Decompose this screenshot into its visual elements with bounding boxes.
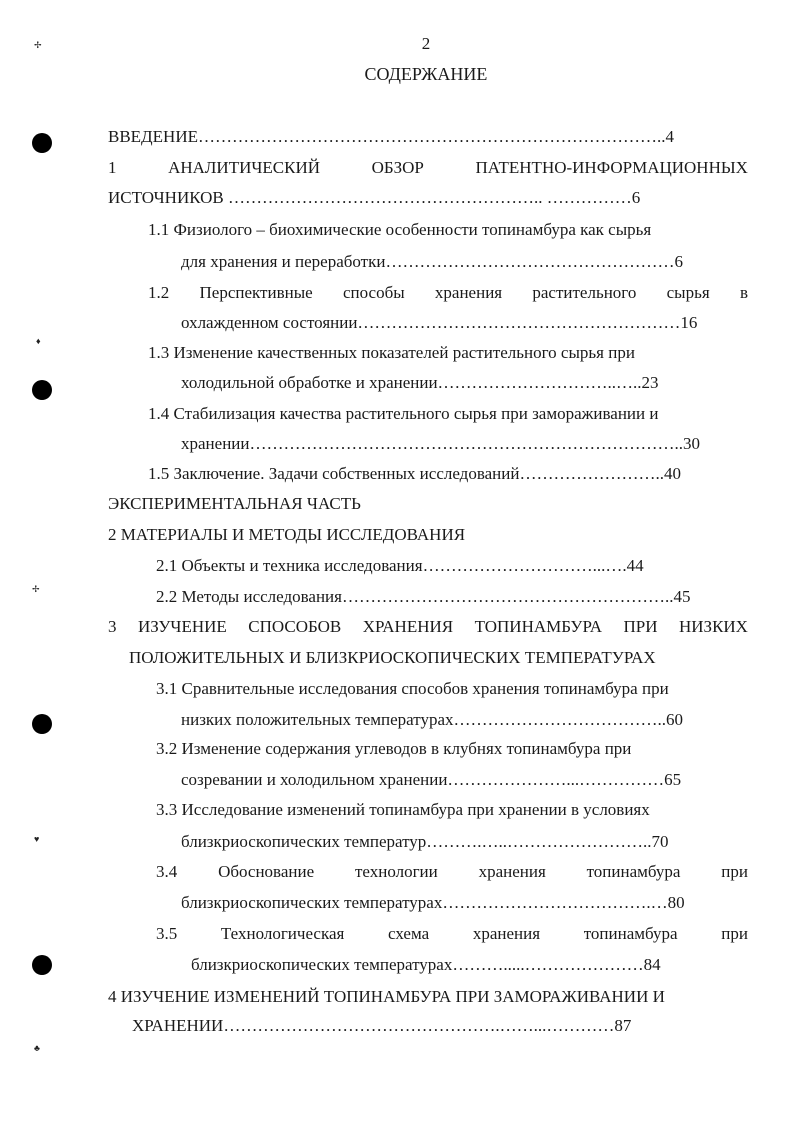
toc-section-1-1-line1[interactable]: 1.1 Физиолого – биохимические особенности топинамбура как сырья — [148, 220, 652, 239]
toc-section-2-1[interactable]: 2.1 Объекты и техника исследования…………………………...….44 — [156, 556, 644, 575]
scan-speck: ✢ — [32, 584, 40, 594]
page-number: 2 — [421, 34, 431, 53]
toc-section-3-5-line1[interactable] — [156, 923, 748, 945]
toc-chapter-4-line1[interactable]: 4 ИЗУЧЕНИЕ ИЗМЕНЕНИЙ ТОПИНАМБУРА ПРИ ЗАМОРАЖИВАНИИ И — [108, 987, 665, 1006]
toc-word: хранения — [478, 862, 546, 881]
toc-word: при — [721, 924, 748, 943]
toc-word: схема — [388, 924, 430, 943]
toc-word: Технологическая — [220, 924, 345, 943]
toc-section-1-4-line1[interactable]: 1.4 Стабилизация качества растительного сырья при замораживании и — [148, 404, 659, 423]
toc-word: технологии — [354, 862, 438, 881]
toc-word: топинамбура — [583, 924, 678, 943]
toc-section-1-1-line2[interactable]: для хранения и переработки……………………………………………6 — [181, 252, 683, 271]
toc-word: ХРАНЕНИЯ — [362, 617, 454, 636]
toc-section-3-4-line2[interactable]: близкриоскопических температурах……………………………….…80 — [181, 893, 685, 912]
scan-speck: ♥ — [34, 834, 40, 844]
toc-word: Перспективные — [199, 283, 313, 302]
scan-speck: ✢ — [34, 40, 42, 50]
toc-word: топинамбура — [586, 862, 681, 881]
toc-chapter-1-line2[interactable]: ИСТОЧНИКОВ ……………………………………………….. ……………6 — [108, 188, 641, 207]
toc-word: сырья — [666, 283, 710, 302]
scan-speck: ♣ — [34, 1043, 40, 1053]
toc-chapter-4-line2[interactable]: ХРАНЕНИИ………………………………………….……...…………87 — [132, 1016, 632, 1035]
toc-section-3-1-line2[interactable]: низких положительных температурах………………………………..60 — [181, 710, 684, 729]
toc-word: 1.2 — [148, 283, 170, 302]
toc-word: ОБЗОР — [371, 158, 424, 177]
toc-word: СПОСОБОВ — [248, 617, 342, 636]
toc-section-3-3-line1[interactable]: 3.3 Исследование изменений топинамбура при хранении в условиях — [156, 800, 650, 819]
toc-word: 3 — [108, 617, 117, 636]
toc-word: хранения — [434, 283, 503, 302]
toc-section-3-3-line2[interactable]: близкриоскопических температур……….…..……………………..70 — [181, 832, 669, 851]
toc-section-3-5-line2[interactable]: близкриоскопических температурах……….....…………………84 — [191, 955, 661, 974]
toc-word: ПРИ — [623, 617, 658, 636]
toc-chapter-3-line1[interactable] — [108, 616, 748, 638]
toc-word: Обоснование — [218, 862, 315, 881]
toc-chapter-2[interactable]: 2 МАТЕРИАЛЫ И МЕТОДЫ ИССЛЕДОВАНИЯ — [108, 525, 466, 544]
toc-section-3-2-line2[interactable]: созревании и холодильном хранении…………………...……………65 — [181, 770, 682, 789]
toc-word: 1 — [108, 158, 117, 177]
toc-section-1-2-line2[interactable]: охлажденном состоянии…………………………………………………16 — [181, 313, 698, 332]
toc-chapter-3-line2[interactable]: ПОЛОЖИТЕЛЬНЫХ И БЛИЗКРИОСКОПИЧЕСКИХ ТЕМПЕРАТУРАХ — [129, 648, 656, 667]
toc-section-1-5[interactable]: 1.5 Заключение. Задачи собственных исследований……………………..40 — [148, 464, 681, 483]
toc-section-3-2-line1[interactable]: 3.2 Изменение содержания углеводов в клубнях топинамбура при — [156, 739, 632, 758]
toc-word: в — [739, 283, 748, 302]
toc-word: при — [721, 862, 748, 881]
toc-section-3-4-line1[interactable] — [156, 861, 748, 883]
toc-experimental-part: ЭКСПЕРИМЕНТАЛЬНАЯ ЧАСТЬ — [108, 494, 361, 513]
toc-word: хранения — [472, 924, 541, 943]
toc-section-2-2[interactable]: 2.2 Методы исследования…………………………………………………..45 — [156, 587, 691, 606]
toc-word: ИЗУЧЕНИЕ — [137, 617, 227, 636]
toc-word: растительного — [532, 283, 637, 302]
toc-word: способы — [342, 283, 405, 302]
toc-intro[interactable]: ВВЕДЕНИЕ………………………………………………………………………..4 — [108, 127, 674, 146]
page-title: СОДЕРЖАНИЕ — [364, 64, 488, 84]
toc-word: ПАТЕНТНО-ИНФОРМАЦИОННЫХ — [475, 158, 748, 177]
toc-chapter-1-line1[interactable] — [108, 157, 748, 179]
toc-section-1-3-line1[interactable]: 1.3 Изменение качественных показателей растительного сырья при — [148, 343, 635, 362]
toc-section-1-3-line2[interactable]: холодильной обработке и хранении…………………………..…..23 — [181, 373, 659, 392]
toc-word: ТОПИНАМБУРА — [474, 617, 603, 636]
toc-section-1-2-line1[interactable] — [148, 282, 748, 304]
toc-word: 3.4 — [156, 862, 178, 881]
scan-speck: ♦ — [36, 336, 41, 346]
toc-section-3-1-line1[interactable]: 3.1 Сравнительные исследования способов хранения топинамбура при — [156, 679, 669, 698]
toc-word: 3.5 — [156, 924, 178, 943]
toc-word: НИЗКИХ — [679, 617, 748, 636]
toc-section-1-4-line2[interactable]: хранении…………………………………………………………………..30 — [181, 434, 700, 453]
toc-word: АНАЛИТИЧЕСКИЙ — [168, 158, 321, 177]
